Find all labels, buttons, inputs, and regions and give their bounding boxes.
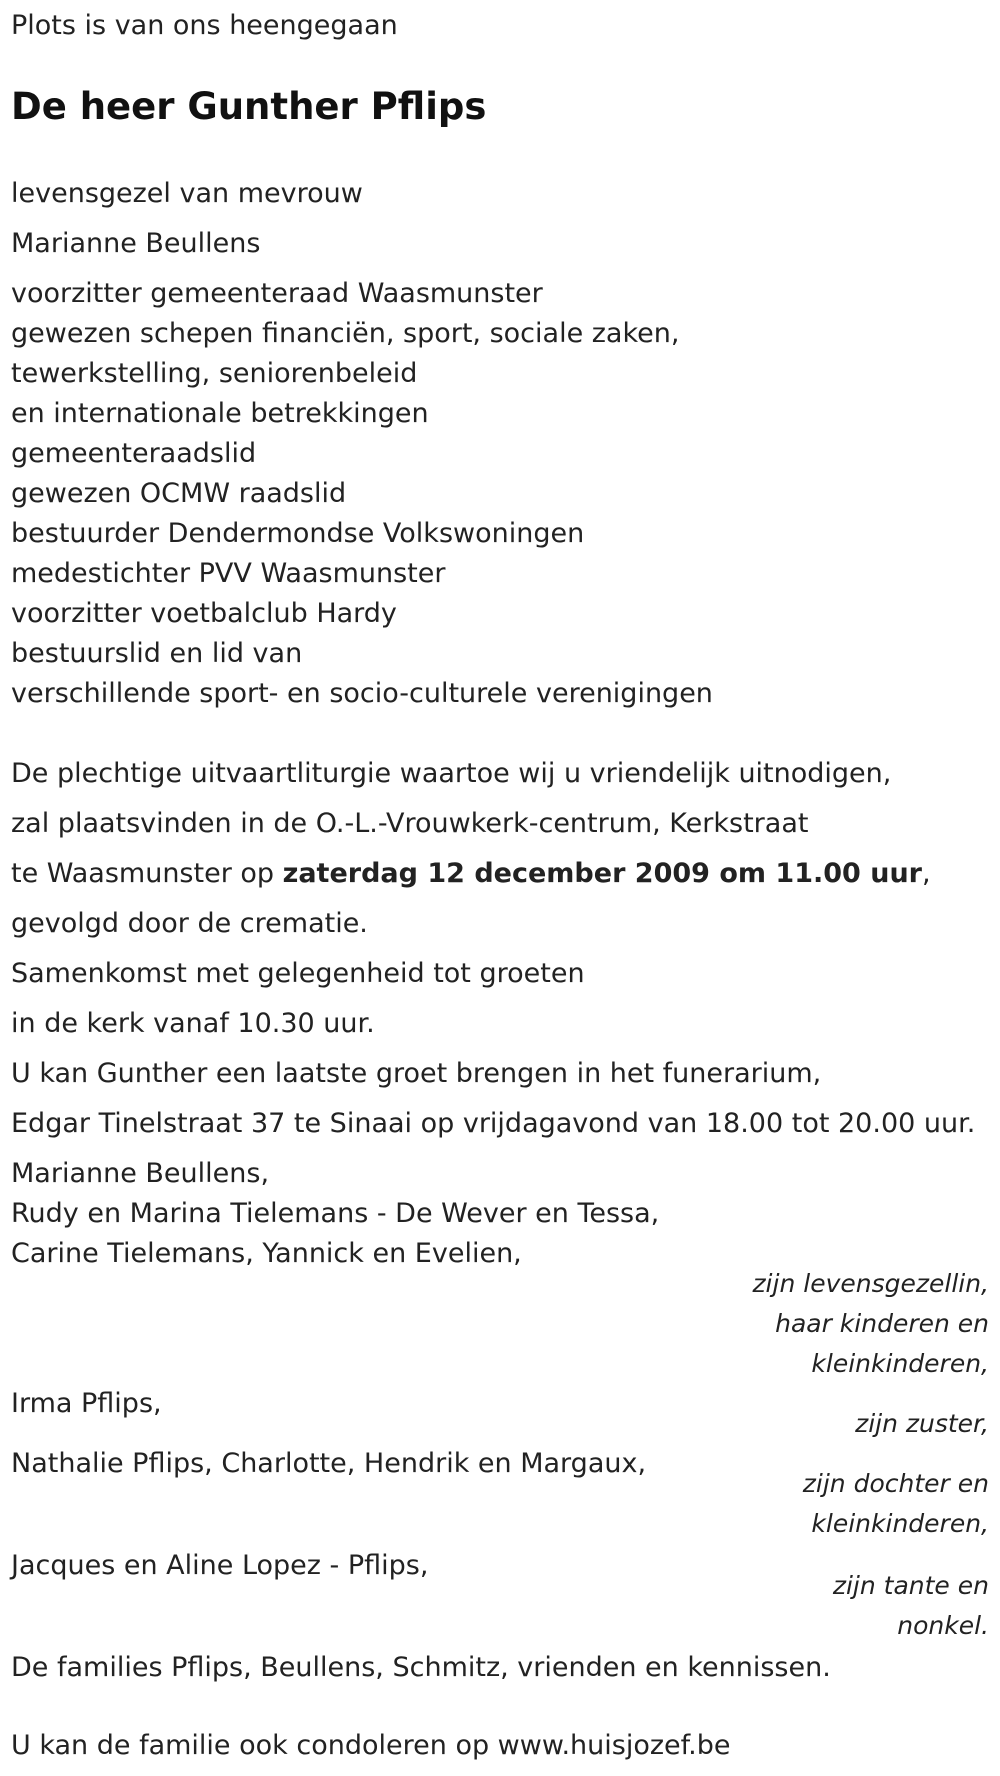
relation-line: zijn tante en — [832, 1571, 989, 1600]
relation-line: kleinkinderen, — [811, 1509, 989, 1538]
function-line: bestuurder Dendermondse Volkswoningen — [11, 518, 585, 549]
partner-name: Marianne Beullens — [11, 228, 261, 259]
function-line: gewezen OCMW raadslid — [11, 478, 347, 509]
relation-line: nonkel. — [897, 1611, 989, 1640]
function-line: gemeenteraadslid — [11, 438, 257, 469]
family-relation-2: zijn zuster, — [855, 1409, 989, 1438]
function-line: gewezen schepen financiën, sport, sociale zaken, — [11, 318, 680, 349]
service-date: zaterdag 12 december 2009 om 11.00 uur — [282, 858, 922, 889]
intro-text: Plots is van ons heengegaan — [11, 10, 398, 41]
deceased-name: De heer Gunther Pflips — [11, 85, 487, 128]
relation-line: haar kinderen en — [775, 1309, 989, 1338]
function-line: tewerkstelling, seniorenbeleid — [11, 358, 418, 389]
relation-line: zijn dochter en — [802, 1469, 989, 1498]
function-line: medestichter PVV Waasmunster — [11, 558, 446, 589]
service-line: De plechtige uitvaartliturgie waartoe wij u vriendelijk uitnodigen, — [11, 758, 892, 789]
function-line: verschillende sport- en socio-culturele verenigingen — [11, 678, 713, 709]
service-date-suffix: , — [921, 858, 931, 889]
family-relation-4 — [833, 1566, 989, 1646]
family-relation-3 — [803, 1464, 989, 1544]
function-line: voorzitter gemeenteraad Waasmunster — [11, 278, 543, 309]
family-group-1 — [11, 1154, 659, 1274]
family-group-2: Irma Pflips, — [11, 1388, 162, 1419]
family-group-3: Nathalie Pflips, Charlotte, Hendrik en Margaux, — [11, 1448, 647, 1479]
function-line: voorzitter voetbalclub Hardy — [11, 598, 397, 629]
family-member: Rudy en Marina Tielemans - De Wever en Tessa, — [11, 1198, 660, 1229]
functions-list — [11, 274, 713, 714]
partner-label: levensgezel van mevrouw — [11, 178, 363, 209]
service-line: in de kerk vanaf 10.30 uur. — [11, 1008, 375, 1039]
service-date-prefix: te Waasmunster op — [11, 858, 283, 889]
service-line: gevolgd door de crematie. — [11, 908, 368, 939]
families-line: De families Pflips, Beullens, Schmitz, vrienden en kennissen. — [11, 1652, 831, 1683]
family-member: Carine Tielemans, Yannick en Evelien, — [11, 1238, 522, 1269]
service-line: U kan Gunther een laatste groet brengen in het funerarium, — [11, 1058, 822, 1089]
function-line: bestuurslid en lid van — [11, 638, 303, 669]
relation-line: kleinkinderen, — [811, 1349, 989, 1378]
service-line: Samenkomst met gelegenheid tot groeten — [11, 958, 585, 989]
relation-line: zijn levensgezellin, — [752, 1269, 989, 1298]
service-line: Edgar Tinelstraat 37 te Sinaai op vrijdagavond van 18.00 tot 20.00 uur. — [11, 1108, 976, 1139]
family-group-4: Jacques en Aline Lopez - Pflips, — [11, 1550, 429, 1581]
service-date-line — [11, 854, 931, 894]
condolence-line: U kan de familie ook condoleren op www.huisjozef.be — [11, 1730, 731, 1761]
family-member: Marianne Beullens, — [11, 1158, 270, 1189]
function-line: en internationale betrekkingen — [11, 398, 429, 429]
service-line: zal plaatsvinden in de O.-L.-Vrouwkerk-centrum, Kerkstraat — [11, 808, 809, 839]
family-relation-1 — [752, 1264, 989, 1384]
